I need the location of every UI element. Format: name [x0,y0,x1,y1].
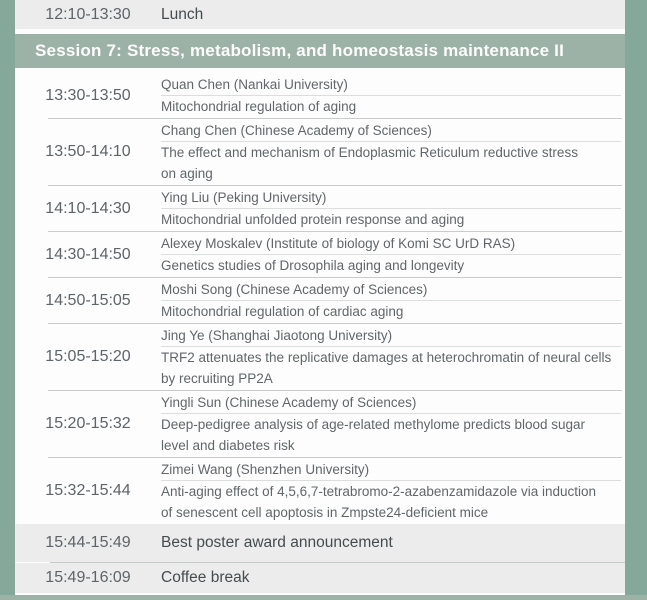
talk-content [161,459,625,523]
right-border-strip [625,0,647,600]
talk-list [15,73,625,524]
talk-speaker: Ying Liu (Peking University) [161,190,327,205]
talk-row [15,119,625,185]
talk-speaker: Zimei Wang (Shenzhen University) [161,462,370,477]
talk-title-line: Mitochondrial unfolded protein response and aging [161,212,465,227]
coffee-break-row [15,563,625,593]
talk-row [15,73,625,118]
talk-title-line: TRF2 attenuates the replicative damages at heterochromatin of neural cells [161,350,612,365]
break-label: Best poster award announcement [161,534,393,551]
talk-time: 15:20-15:32 [45,415,131,432]
talk-content [161,325,625,389]
talk-time: 14:10-14:30 [45,199,131,217]
talk-row [15,324,625,390]
talk-content [161,279,625,322]
talk-content [161,392,625,456]
talk-speaker: Alexey Moskalev (Institute of biology of Komi SC UrD RAS) [161,236,516,251]
talk-speaker: Chang Chen (Chinese Academy of Sciences) [161,123,432,138]
talk-speaker: Yingli Sun (Chinese Academy of Sciences) [161,395,417,410]
talk-time: 13:30-13:50 [45,86,131,104]
talk-row [15,232,625,277]
talk-time: 13:50-14:10 [45,143,131,160]
talk-title-line: on aging [161,166,213,181]
talk-time: 15:05-15:20 [45,348,131,365]
talk-title-line: of senescent cell apoptosis in Zmpste24-deficient mice [161,505,489,520]
next-session-band [0,595,647,600]
talk-title-line: Deep-pedigree analysis of age-related methylome predicts blood sugar [161,417,585,432]
break-time: 15:49-16:09 [45,569,131,586]
talk-time: 14:50-15:05 [45,291,131,309]
schedule-content [15,0,625,600]
talk-content [161,74,625,117]
talk-content [161,120,625,184]
lunch-label: Lunch [161,5,204,23]
talk-title-line: Genetics studies of Drosophila aging and longevity [161,258,465,273]
talk-title-line: Mitochondrial regulation of aging [161,99,357,114]
talk-row [15,186,625,231]
best-poster-row [15,524,625,562]
session-header: Session 7: Stress, metabolism, and homeostasis maintenance II [15,34,625,68]
talk-speaker: Jing Ye (Shanghai Jiaotong University) [161,328,393,343]
talk-row [15,278,625,323]
talk-title-line: Mitochondrial regulation of cardiac aging [161,304,404,319]
talk-content [161,233,625,276]
talk-title-line: Anti-aging effect of 4,5,6,7-tetrabromo-2-azabenzamidazole via induction [161,484,597,499]
talk-title-line: The effect and mechanism of Endoplasmic Reticulum reductive stress [161,145,578,160]
talk-content [161,187,625,230]
break-label: Coffee break [161,569,250,586]
talk-speaker: Moshi Song (Chinese Academy of Sciences) [161,282,428,297]
talk-speaker: Quan Chen (Nankai University) [161,77,348,92]
talk-title-line: by recruiting PP2A [161,371,273,386]
talk-row [15,391,625,457]
break-time: 15:44-15:49 [45,534,131,551]
talk-row [15,458,625,524]
lunch-time: 12:10-13:30 [45,5,131,23]
talk-time: 14:30-14:50 [45,245,131,263]
lunch-row [15,0,625,29]
left-border-strip [0,0,15,600]
talk-time: 15:32-15:44 [45,482,131,499]
talk-title-line: level and diabetes risk [161,438,295,453]
